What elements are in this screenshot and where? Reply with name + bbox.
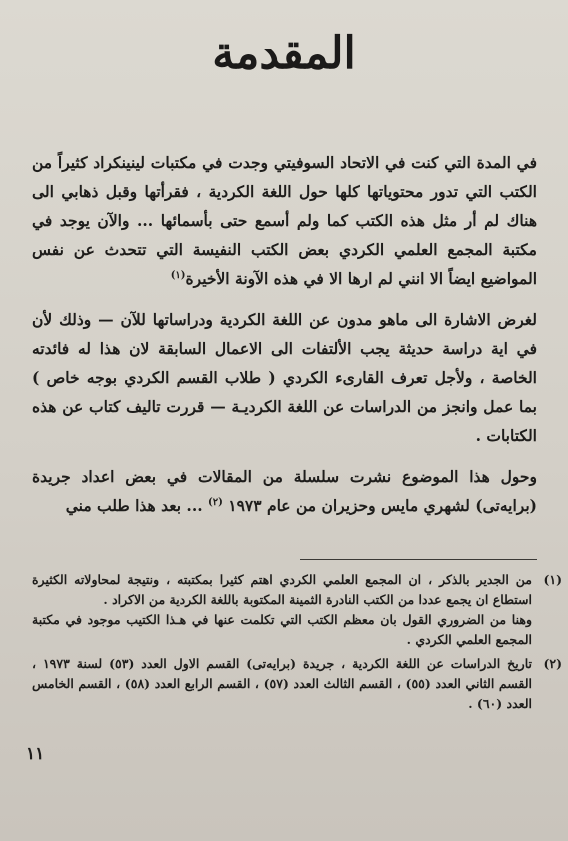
paragraph-2 — [32, 305, 537, 450]
footnote-1 — [32, 570, 562, 650]
footnote-ref-2[interactable]: (٢) — [208, 496, 223, 508]
footnote-ref-1[interactable]: (١) — [170, 269, 186, 281]
footnote-line: تاريخ الدراسات عن اللغة الكردية ، جريدة (برايەتى) القسم الاول العدد (٥٣) لسنة ١٩٧٣ ، القسم الثاني العدد (٥٥) ، القسم الثالث العدد (٥٧) ، القسم الرابع العدد (٥٨) ، القسم الخامس العدد (٦٠) . — [32, 656, 533, 711]
footnote-text — [32, 570, 532, 650]
paragraph-1-text: في المدة التي كنت في الاتحاد السوفيتي وجدت في مكتبات لينينكراد كثيراً من الكتب التي تدور محتوياتها كلها حول اللغة الكردية ، فقرأتها وقبل ذهابي الى هناك لم أر مثل هذه الكتب كما ولم أسمع حتى بأسمائها ... والآن يوجد في مكتبة المجمع العلمي الكردي بعض الكتب النفيسة التي تتحدث عن نفس المواضيع ايضاً الا انني لم ارها الا في هذه الآونة الأخيرة — [32, 153, 537, 288]
footnote-2 — [32, 654, 562, 714]
chapter-title: المقدمة — [212, 28, 356, 79]
body-text — [32, 148, 537, 532]
paragraph-1 — [32, 148, 537, 293]
page-number: ١١ — [26, 744, 45, 764]
footnotes — [32, 570, 562, 718]
footnote-line: وهنا من الضروري القول بان معظم الكتب التي تكلمت عنها في هـذا الكتيب موجود في مكتبة المجمع العلمي الكردي . — [32, 612, 532, 647]
paragraph-3-text: وحول هذا الموضوع نشرت سلسلة من المقالات في بعض اعداد جريدة (برايەتى) لشهري مايس وحزيران من عام ١٩٧٣ — [32, 467, 537, 515]
footnote-text — [32, 654, 532, 714]
paragraph-3 — [32, 462, 537, 520]
footnote-divider — [300, 559, 537, 560]
footnote-number: (١) — [543, 572, 562, 587]
footnote-number: (٢) — [543, 656, 562, 671]
footnote-line: من الجدير بالذكر ، ان المجمع العلمي الكردي اهتم كثيرا بمكتبته ، ونتيجة لمحاولاته الكثيرة استطاع ان يجمع عددا من الكتب النادرة الثمينة المكتوبة باللغة الكردية من الاكراد . — [32, 572, 532, 607]
paragraph-2-text: لغرض الاشارة الى ماهو مدون عن اللغة الكردية ودراساتها للآن — وذلك لأن في اية دراسة حديثة يجب الألتفات الى الاعمال السابقة لان هذا له فائدته الخاصة ، ولأجل تعرف القارىء الكردي ( طلاب القسم الكردي بوجه خاص ) بما عمل وانجز من الدراسات عن اللغة الكرديـة — قررت تاليف كتاب عن هذه الكتابات . — [32, 310, 537, 445]
paragraph-3-tail: ... بعد هذا طلب مني — [65, 496, 209, 515]
